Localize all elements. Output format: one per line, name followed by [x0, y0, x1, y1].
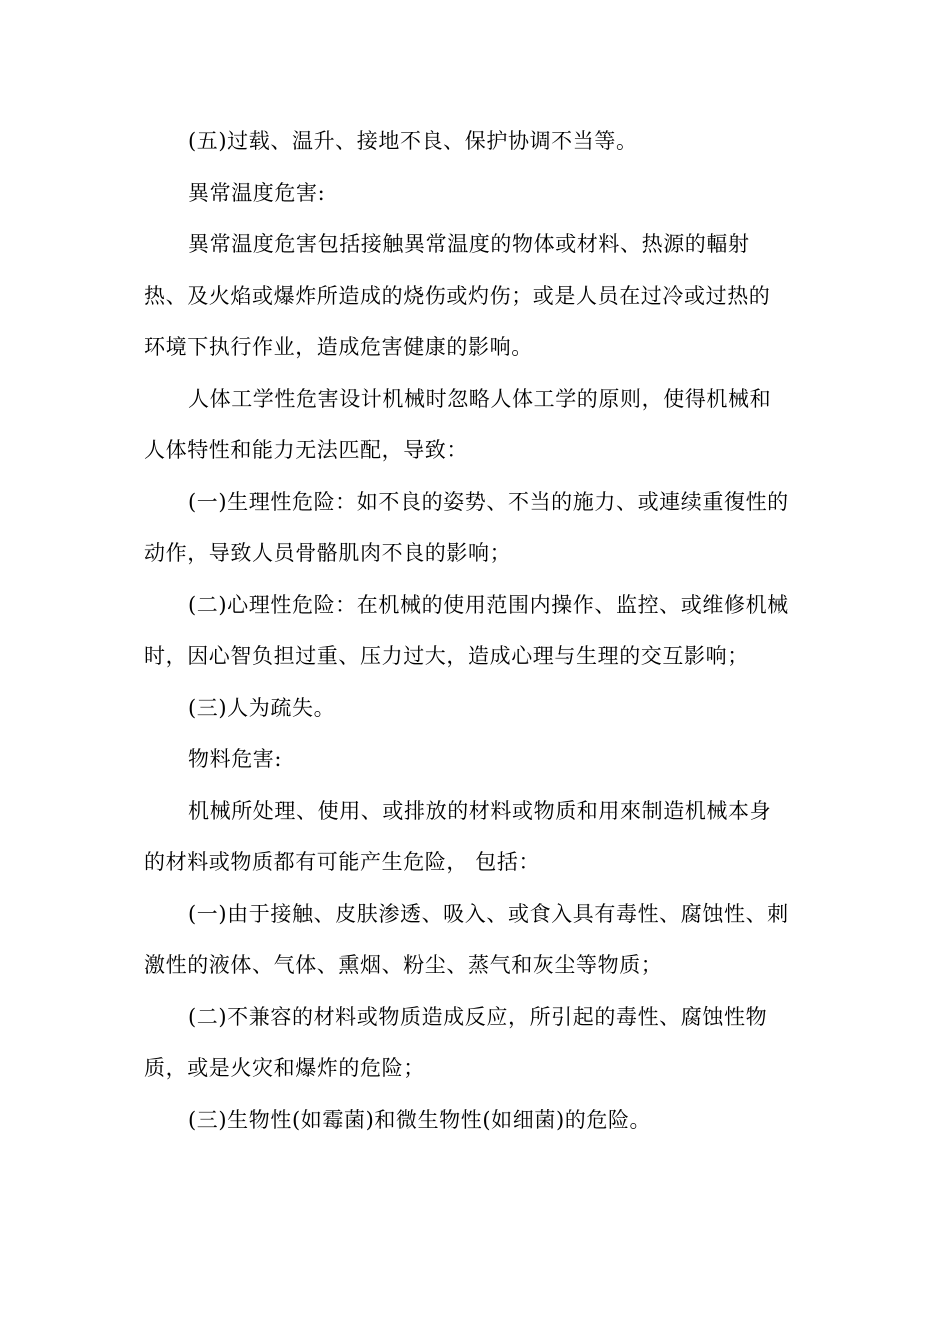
paragraph-line: 人体工学性危害设计机械时忽略人体工学的原则，使得机械和	[188, 386, 772, 411]
list-item-line: (二)心理性危险：在机械的使用范围内操作、监控、或维修机械	[188, 592, 789, 617]
paragraph-line: 的材料或物质都有可能产生危险， 包括：	[144, 850, 541, 874]
paragraph-line: 異常温度危害包括接触異常温度的物体或材料、热源的輻射	[188, 232, 750, 256]
list-item-line: (三)人为疏失。	[188, 695, 336, 720]
list-item-line: 时，因心智负担过重、压力过大，造成心理与生理的交互影响；	[144, 644, 749, 668]
paragraph-line: (五)过载、温升、接地不良、保护协调不当等。	[188, 129, 638, 153]
paragraph-line: 热、及火焰或爆炸所造成的烧伤或灼伤；或是人员在过冷或过热的	[144, 283, 771, 308]
paragraph-line: 环境下执行作业，造成危害健康的影响。	[144, 335, 533, 359]
section-heading: 異常温度危害:	[188, 180, 326, 205]
list-item-line: (一)生理性危险：如不良的姿势、不当的施力、或連续重復性的	[188, 489, 789, 514]
list-item-line: 激性的液体、气体、熏烟、粉尘、蒸气和灰尘等物质；	[144, 953, 663, 977]
paragraph-line: 机械所处理、使用、或排放的材料或物质和用來制造机械本身	[188, 798, 772, 823]
list-item-line: (二)不兼容的材料或物质造成反应，所引起的毒性、腐蚀性物	[188, 1004, 768, 1029]
section-heading: 物料危害:	[188, 747, 283, 771]
list-item-line: 动作，导致人员骨骼肌肉不良的影响；	[144, 541, 512, 565]
list-item-line: 质，或是火灾和爆炸的危险；	[144, 1056, 425, 1080]
list-item-line: (三)生物性(如霉菌)和微生物性(如细菌)的危险。	[188, 1107, 652, 1132]
paragraph-line: 人体特性和能力无法匹配，导致：	[144, 438, 468, 462]
list-item-line: (一)由于接触、皮肤渗透、吸入、或食入具有毒性、腐蚀性、刺	[188, 901, 789, 926]
document-body	[144, 116, 816, 1146]
